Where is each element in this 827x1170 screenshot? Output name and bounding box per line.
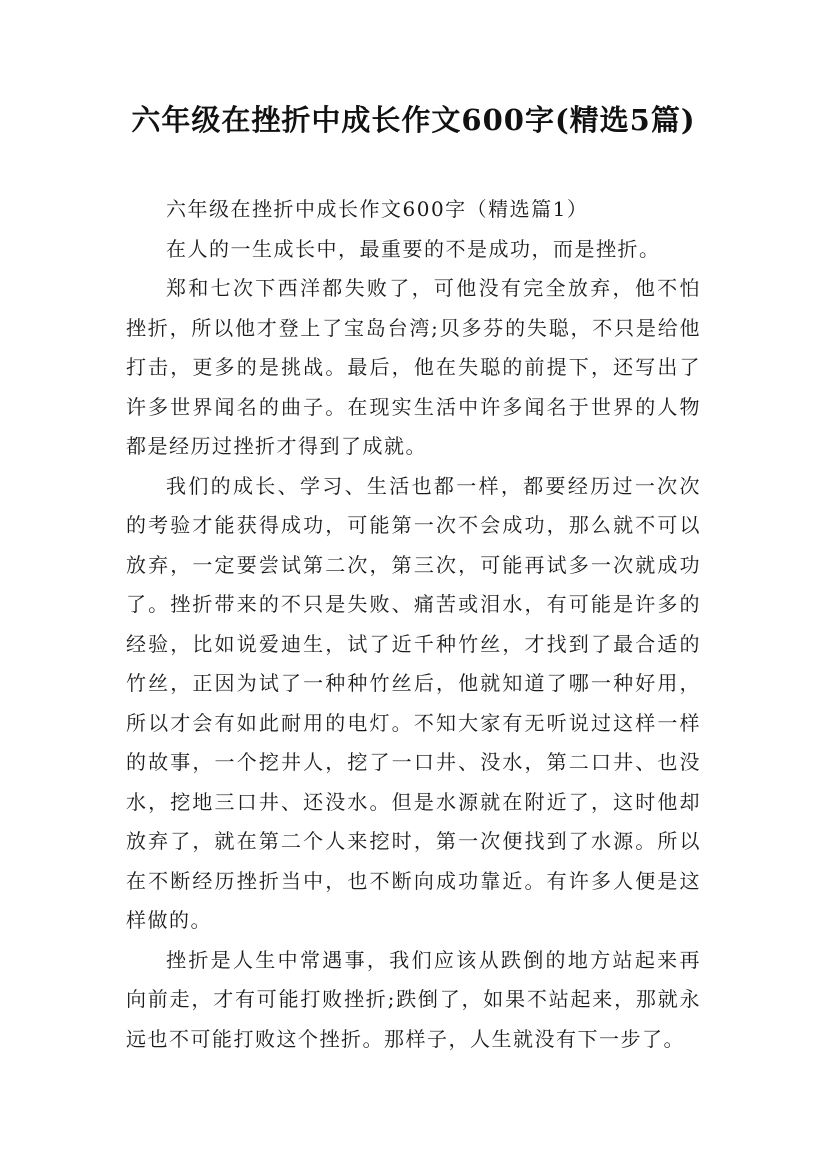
paragraph-4: 挫折是人生中常遇事，我们应该从跌倒的地方站起来再向前走，才有可能打败挫折;跌倒了，如果不站起来，那就永远也不可能打败这个挫折。那样子，人生就没有下一步了。 bbox=[126, 947, 701, 1051]
paragraph-3: 我们的成长、学习、生活也都一样，都要经历过一次次的考验才能获得成功，可能第一次不会成功，那么就不可以放弃，一定要尝试第二次，第三次，可能再试多一次就成功了。挫折带来的不只是失败、痛苦或泪水，有可能是许多的经验，比如说爱迪生，试了近千种竹丝，才找到了最合适的竹丝，正因为试了一种种竹丝后，他就知道了哪一种好用，所以才会有如此耐用的电灯。不知大家有无听说过这样一样的故事，一个挖井人，挖了一口井、没水，第二口井、也没水，挖地三口井、还没水。但是水源就在附近了，这时他却放弃了，就在第二个人来挖时，第一次便找到了水源。所以在不断经历挫折当中，也不断向成功靠近。有许多人便是这样做的。 bbox=[126, 473, 701, 932]
paragraph-2: 郑和七次下西洋都失败了，可他没有完全放弃，他不怕挫折，所以他才登上了宝岛台湾;贝多芬的失聪，不只是给他打击，更多的是挑战。最后，他在失聪的前提下，还写出了许多世界闻名的曲子。在现实生活中许多闻名于世界的人物都是经历过挫折才得到了成就。 bbox=[126, 276, 701, 458]
document-title: 六年级在挫折中成长作文600字(精选5篇) bbox=[131, 103, 696, 137]
section-heading: 六年级在挫折中成长作文600字（精选篇1） bbox=[166, 197, 589, 221]
paragraph-1: 在人的一生成长中，最重要的不是成功，而是挫折。 bbox=[166, 236, 661, 261]
document-body bbox=[126, 190, 701, 1059]
